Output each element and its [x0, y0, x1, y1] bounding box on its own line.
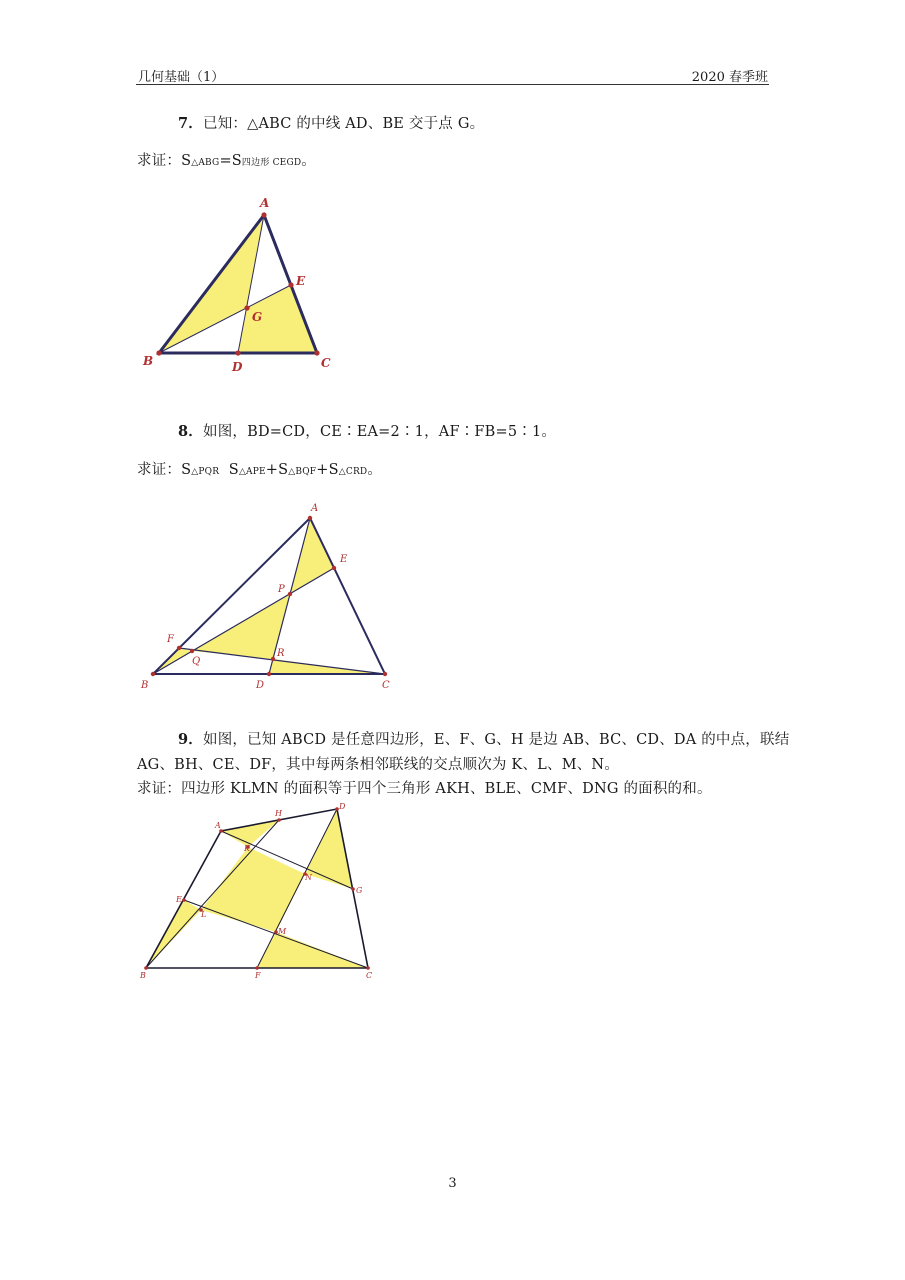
problem-9-prove: 求证：四边形 KLMN 的面积等于四个三角形 AKH、BLE、CMF、DNG 的面积的和。	[137, 781, 712, 797]
problem-9-number: 9．	[178, 731, 203, 748]
problem-8-given	[178, 420, 556, 441]
label-B: B	[143, 354, 154, 368]
shade-CMF	[257, 932, 368, 968]
shade-BLE	[146, 900, 201, 968]
prove-text: 求证：S	[137, 153, 192, 169]
label-A: A	[260, 196, 270, 210]
figure-9-quadrilateral	[130, 800, 390, 985]
prove-subscript: 四边形 CEGD	[241, 158, 302, 168]
header-term: 2020 春季班	[691, 70, 768, 85]
prove-subscript: △CRD	[338, 467, 368, 477]
shade-AKH	[221, 820, 279, 847]
label-E: E	[176, 895, 182, 904]
label-A: A	[215, 821, 221, 830]
figure-8-triangle	[130, 498, 400, 693]
prove-text: 求证：S	[137, 462, 192, 478]
label-F: F	[255, 971, 261, 980]
label-D: D	[256, 680, 265, 691]
label-D: D	[232, 360, 243, 374]
prove-subscript: △PQR	[191, 467, 220, 477]
problem-9-given-line1	[178, 728, 789, 749]
problem-8-given-text: 如图，BD=CD，CE∶EA=2∶1，AF∶FB=5∶1。	[203, 424, 557, 440]
problem-7-prove	[137, 149, 316, 170]
problem-7-given-text: 已知：△ABC 的中线 AD、BE 交于点 G。	[203, 116, 485, 132]
prove-text: +S	[265, 462, 289, 478]
label-N: N	[305, 873, 312, 882]
prove-text: S	[219, 462, 239, 478]
label-B: B	[140, 971, 146, 980]
label-Q: Q	[192, 656, 201, 667]
prove-text: 。	[301, 153, 316, 169]
label-H: H	[275, 809, 282, 818]
label-K: K	[244, 844, 250, 853]
label-L: L	[201, 910, 207, 919]
label-C: C	[382, 680, 390, 691]
prove-subscript: △ABG	[191, 158, 220, 168]
prove-text: 。	[367, 462, 383, 478]
header-rule	[136, 84, 769, 85]
shade-DNG	[305, 809, 353, 889]
label-C: C	[366, 971, 373, 980]
prove-subscript: △BQF	[288, 467, 317, 477]
problem-7-number: 7．	[178, 115, 203, 132]
problem-9-given-line2: AG、BH、CE、DF，其中每两条相邻联线的交点顺次为 K、L、M、N。	[137, 757, 620, 773]
problem-8-prove	[137, 458, 382, 479]
label-E: E	[296, 274, 306, 288]
label-G: G	[356, 886, 363, 895]
label-E: E	[340, 554, 348, 565]
problem-8-number: 8．	[178, 423, 203, 440]
label-A: A	[311, 503, 319, 514]
label-M: M	[278, 927, 287, 936]
label-R: R	[277, 648, 285, 659]
label-F: F	[167, 634, 174, 645]
label-G: G	[252, 310, 263, 324]
header-title: 几何基础（1）	[138, 70, 225, 85]
prove-text: +S	[316, 462, 339, 478]
problem-9-given-text-1: 如图，已知 ABCD 是任意四边形，E、F、G、H 是边 AB、BC、CD、DA 的中点，联结	[203, 732, 790, 748]
label-B: B	[141, 680, 149, 691]
prove-subscript: △APE	[238, 467, 266, 477]
figure-7-triangle	[130, 195, 350, 380]
page-number: 3	[448, 1176, 457, 1191]
label-D: D	[339, 802, 346, 811]
prove-text: =S	[219, 153, 242, 169]
label-C: C	[321, 356, 331, 370]
problem-7-given	[178, 112, 484, 133]
label-P: P	[278, 584, 285, 595]
